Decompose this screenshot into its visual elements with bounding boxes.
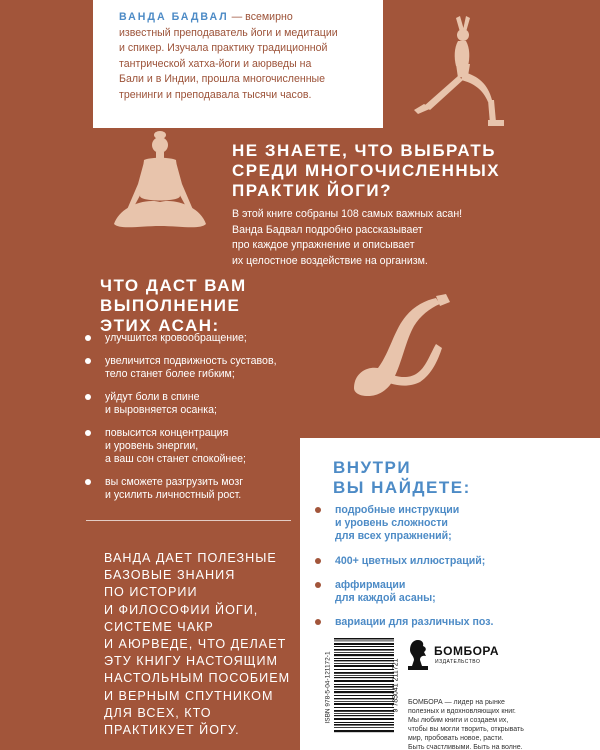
bullet-icon bbox=[85, 335, 91, 341]
summary-text: ВАНДА ДАЕТ ПОЛЕЗНЫЕ БАЗОВЫЕ ЗНАНИЯ ПО ИСТОРИИ И ФИЛОСОФИИ ЙОГИ, СИСТЕМЕ ЧАКР И АЮРВЕДЕ, ЧТО ДЕЛАЕТ ЭТУ КНИГУ НАСТОЯЩИМ НАСТОЛЬНЫМ ПОСОБИЕМ И ВЕРНЫМ СПУТНИКОМ ДЛЯ ВСЕХ, КТО ПРАКТИКУЕТ ЙОГУ. bbox=[104, 551, 291, 738]
list-item: уйдут боли в спине и выровняется осанка; bbox=[82, 391, 312, 417]
yoga-lunge-icon bbox=[408, 14, 520, 132]
barcode bbox=[322, 636, 402, 741]
question-body: В этой книге собраны 108 самых важных асан! Ванда Бадвал подробно рассказывает про каждое упражнение и описывает их целостное воздействие на организм. bbox=[232, 208, 463, 267]
bullet-icon bbox=[315, 582, 321, 588]
list-item: подробные инструкции и уровень сложности для всех упражнений; bbox=[312, 504, 582, 544]
list-item: увеличится подвижность суставов, тело станет более гибким; bbox=[82, 355, 312, 381]
author-bio-line-1: ВАНДА БАДВАЛ — всемирно bbox=[119, 11, 293, 23]
author-bio-line-5: Бали и в Индии, прошла многочисленные bbox=[119, 73, 326, 86]
section-divider bbox=[86, 520, 291, 521]
bullet-icon bbox=[85, 358, 91, 364]
author-bio-line-4: тантрической хатха-йоги и аюрведы на bbox=[119, 57, 312, 70]
list-item: аффирмации для каждой асаны; bbox=[312, 579, 582, 605]
publisher-logo-text: БОМБОРА bbox=[434, 644, 500, 658]
author-bio-line-2: известный преподаватель йоги и медитации bbox=[119, 26, 338, 39]
isbn-text: ISBN 978-5-04-121172-1 bbox=[324, 651, 332, 724]
benefits-heading: ЧТО ДАСТ ВАМ ВЫПОЛНЕНИЕ ЭТИХ АСАН: bbox=[100, 276, 247, 335]
yoga-lotus-icon bbox=[106, 126, 214, 250]
author-bio-line-3: и спикер. Изучала практику традиционной bbox=[119, 42, 328, 55]
inside-list bbox=[312, 504, 582, 640]
list-item: улучшится кровообращение; bbox=[82, 332, 312, 345]
bombora-logo-icon bbox=[406, 638, 430, 672]
bullet-icon bbox=[315, 619, 321, 625]
benefits-list bbox=[82, 332, 312, 512]
publisher-logo bbox=[408, 638, 528, 698]
bullet-icon bbox=[85, 394, 91, 400]
question-heading: НЕ ЗНАЕТЕ, ЧТО ВЫБРАТЬ СРЕДИ МНОГОЧИСЛЕННЫХ ПРАКТИК ЙОГИ? bbox=[232, 141, 501, 200]
author-name: ВАНДА БАДВАЛ bbox=[119, 11, 229, 23]
inside-heading: ВНУТРИ ВЫ НАЙДЕТЕ: bbox=[333, 458, 471, 497]
yoga-bow-icon bbox=[350, 292, 460, 412]
bullet-icon bbox=[85, 430, 91, 436]
author-bio-line-6: тренинги и преподавала тысячи часов. bbox=[119, 88, 312, 101]
list-item: 400+ цветных иллюстраций; bbox=[312, 555, 582, 568]
publisher-logo-sub: ИЗДАТЕЛЬСТВО bbox=[435, 659, 481, 665]
barcode-bars bbox=[334, 636, 394, 736]
inside-box bbox=[300, 438, 600, 750]
bullet-icon bbox=[315, 507, 321, 513]
author-bio-box bbox=[93, 0, 383, 128]
bullet-icon bbox=[85, 479, 91, 485]
list-item: вы сможете разгрузить мозг и усилить личностный рост. bbox=[82, 476, 312, 502]
list-item: повысится концентрация и уровень энергии, а ваш сон станет спокойнее; bbox=[82, 427, 312, 466]
bullet-icon bbox=[315, 558, 321, 564]
list-item: вариации для различных поз. bbox=[312, 616, 582, 629]
publisher-about: БОМБОРА — лидер на рынке полезных и вдохновляющих книг. Мы любим книги и создаем их, чтобы вы могли творить, открывать мир, пробовать новое, расти. Быть счастливыми. Быть на волне. bbox=[408, 699, 524, 750]
barcode-digits: 9 785041 211721 bbox=[392, 658, 400, 713]
